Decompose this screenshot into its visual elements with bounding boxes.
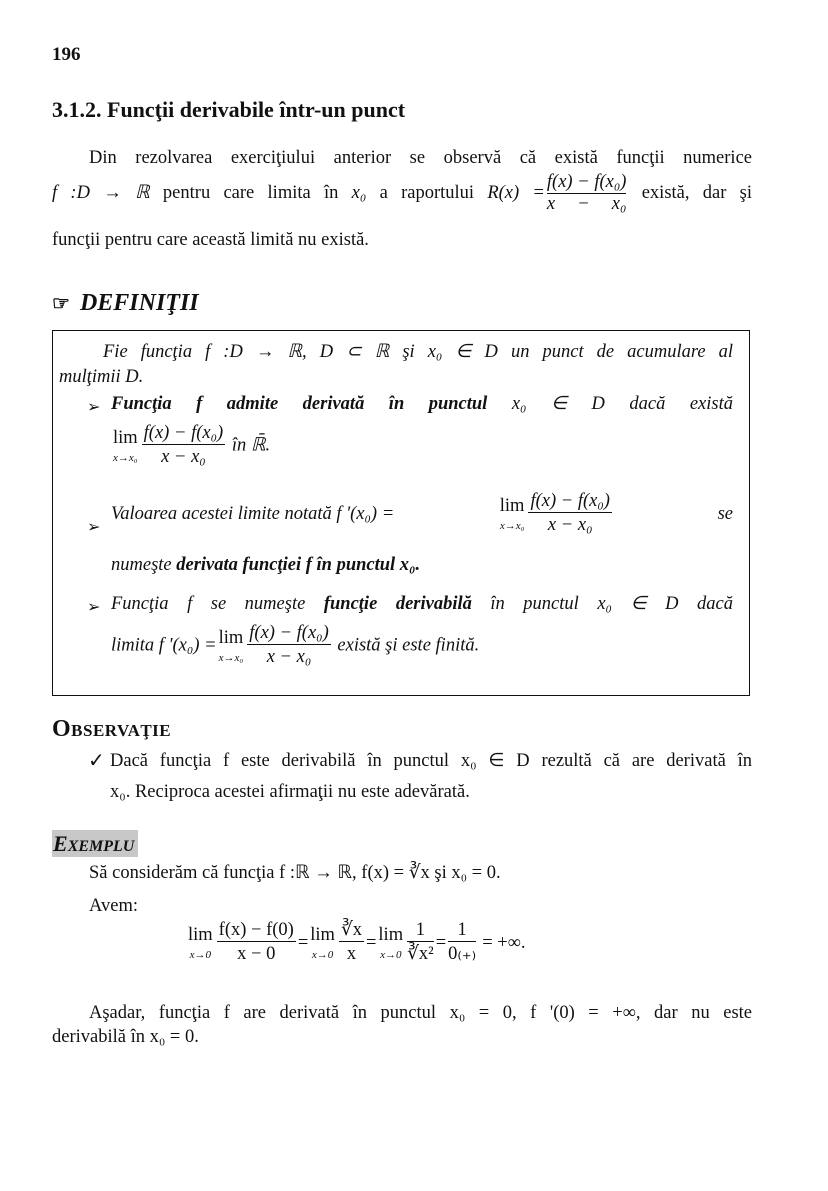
denominator: x − 0 <box>237 944 276 965</box>
denominator: x <box>346 944 357 965</box>
definitions-heading <box>52 290 199 317</box>
def-line-2: mulţimii D. <box>59 367 144 387</box>
fraction <box>407 920 434 966</box>
math: x₀ <box>351 182 367 203</box>
def-bullet-3-line-2 <box>111 623 733 669</box>
fraction <box>142 423 226 469</box>
def-line-1: Fie funcţia f :D → ℝ, D ⊂ ℝ şi x₀ ∈ D un punct de acumulare al <box>103 342 733 362</box>
lim-sub: x→x₀ <box>113 451 138 464</box>
text: Funcţia f se numeşte <box>111 594 324 614</box>
fraction <box>339 920 364 966</box>
text: în punctul x₀ ∈ D dacă <box>471 594 733 614</box>
fraction <box>528 491 612 537</box>
denominator: x − x₀ <box>546 194 627 214</box>
intro-line-2 <box>52 172 752 215</box>
denominator: ∛x² <box>407 944 434 965</box>
definitions-box <box>52 330 750 696</box>
result: = +∞. <box>482 932 526 953</box>
math: R(x) = <box>487 182 545 203</box>
def-bullet-2-line-2 <box>111 555 733 576</box>
def-bullet-3 <box>111 593 733 615</box>
text: există, dar şi <box>628 182 753 203</box>
text: există şi este finită. <box>332 635 480 656</box>
fraction <box>448 920 476 966</box>
title-initial: E <box>53 831 68 856</box>
bold-text: derivata funcţiei f în punctul x₀. <box>176 555 421 575</box>
denominator: 0₍₊₎ <box>448 944 477 965</box>
exemplu-line-1: Să considerăm că funcţia f :ℝ → ℝ, f(x) = ∛x şi x₀ = 0. <box>89 863 501 883</box>
fraction <box>217 920 296 966</box>
limit <box>500 496 525 531</box>
lim-sub: x→0 <box>189 948 212 961</box>
lim: lim <box>218 628 244 649</box>
intro-line-3: funcţii pentru care această limită nu există. <box>52 230 369 250</box>
def-bullet-2 <box>111 491 733 537</box>
denominator: x − x₀ <box>266 647 312 668</box>
math: f :D → ℝ <box>52 182 150 203</box>
bold-text: Funcţia f admite derivată în punctul <box>111 394 488 414</box>
numerator: f(x) − f(x₀) <box>528 491 612 513</box>
page-number: 196 <box>52 44 81 65</box>
observatie-heading <box>52 716 171 743</box>
bullet-arrow-icon: ➢ <box>87 399 101 416</box>
numerator: f(x) − f(0) <box>217 920 296 942</box>
def-bullet-1 <box>111 393 733 415</box>
exemplu-heading <box>52 830 138 857</box>
equals: = <box>297 932 309 953</box>
numerator: 1 <box>448 920 476 942</box>
numerator: f(x) − f(x₀) <box>247 623 331 645</box>
limit <box>188 925 213 960</box>
denominator: x − x₀ <box>547 515 593 536</box>
check-icon: ✓ <box>88 750 105 772</box>
lim: lim <box>378 925 404 946</box>
text: a raportului <box>366 182 488 203</box>
definitions-title: DEFINIŢII <box>79 290 199 316</box>
conclusion-line-1: Aşadar, funcţia f are derivată în punctul x₀ = 0, f '(0) = +∞, dar nu este <box>89 1003 752 1023</box>
limit <box>219 628 244 663</box>
limit <box>378 925 403 960</box>
title-initial: O <box>52 716 72 742</box>
denominator: x − x₀ <box>161 447 206 468</box>
limit <box>310 925 335 960</box>
text: pentru care limita în <box>149 182 352 203</box>
lim: lim <box>499 496 525 517</box>
text: x₀ ∈ D dacă există <box>487 394 733 414</box>
conclusion-line-2: derivabilă în x₀ = 0. <box>52 1027 199 1047</box>
bullet-arrow-icon: ➢ <box>87 599 101 616</box>
intro-line-1: Din rezolvarea exerciţiului anterior se observă că există funcţii numerice <box>89 148 752 168</box>
hand-pointing-icon: ☞ <box>52 293 70 315</box>
exemplu-formula <box>186 920 526 966</box>
lim: lim <box>113 428 138 449</box>
bullet-arrow-icon: ➢ <box>87 519 101 536</box>
fraction <box>247 623 331 669</box>
text: numeşte <box>111 555 177 575</box>
equals: = <box>365 932 377 953</box>
def-bullet-1-formula <box>111 423 733 469</box>
lim: lim <box>188 925 213 946</box>
text: în ℝ̄. <box>227 435 271 456</box>
title-rest: BSERVAŢIE <box>71 721 172 740</box>
numerator: 1 <box>407 920 434 942</box>
lim-sub: x→0 <box>311 948 334 961</box>
section-title: 3.1.2. Funcţii derivabile într-un punct <box>52 97 406 122</box>
text: Valoarea acestei limite notată f '(x₀) = <box>111 503 395 524</box>
lim: lim <box>310 925 335 946</box>
text: se <box>717 503 733 524</box>
numerator: f(x) − f(x₀) <box>142 423 226 445</box>
text: limita f '(x₀) = <box>111 635 217 656</box>
limit <box>113 428 138 463</box>
bold-text: funcţie derivabilă <box>323 594 472 614</box>
observatie-line-1: Dacă funcţia f este derivabilă în punctul x₀ ∈ D rezultă că are derivată în <box>110 751 752 771</box>
fraction <box>547 172 627 215</box>
numerator: f(x) − f(x₀) <box>546 172 627 192</box>
numerator: ∛x <box>339 920 364 942</box>
lim-sub: x→x₀ <box>499 519 525 532</box>
observatie-line-2: x₀. Reciproca acestei afirmaţii nu este adevărată. <box>110 782 470 802</box>
lim-sub: x→0 <box>380 948 402 961</box>
equals: = <box>435 932 447 953</box>
title-rest: XEMPLU <box>67 838 135 855</box>
exemplu-line-2: Avem: <box>89 896 138 916</box>
lim-sub: x→x₀ <box>218 651 244 664</box>
